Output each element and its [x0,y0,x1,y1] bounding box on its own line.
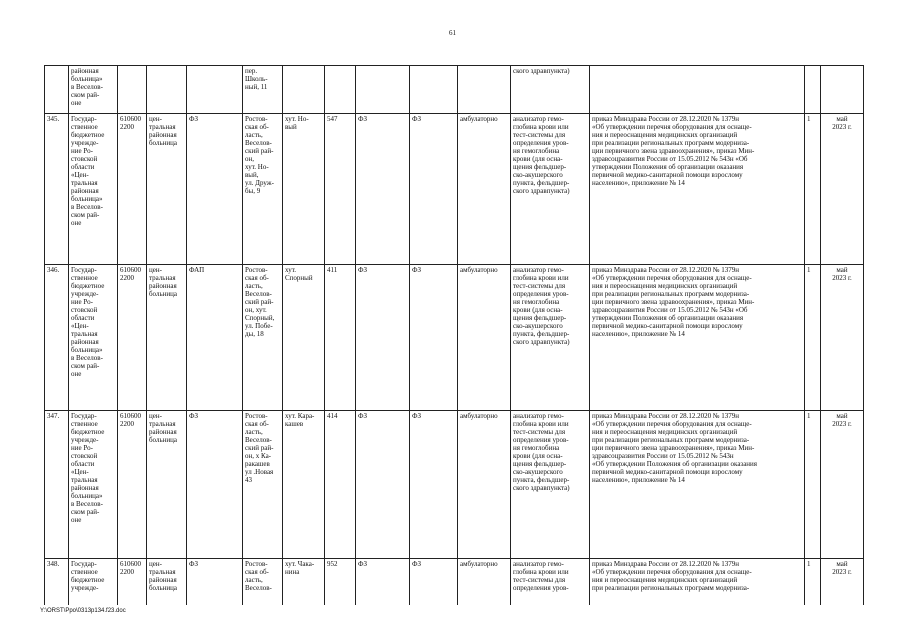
cell-code [118,66,147,114]
cell-fz1: ФЗ [356,265,410,411]
cell-settlement: хут. Кара- кашев [283,411,325,559]
cell-care: амбулаторно [458,411,511,559]
cell-equipment: анализатор гемо- глобина крови или тест-системы для определения уров- [511,559,590,606]
cell-type: ФАП [187,265,243,411]
cell-population: 414 [325,411,356,559]
cell-basis [590,66,805,114]
table-row [45,265,864,411]
cell-equipment: анализатор гемо- глобина крови или тест-системы для определения уров- ня гемоглобина крови (для осна- щения фельдшер- ско-акушерского пункта, фельдшер- ского здравпункта) [511,411,590,559]
cell-date: май 2023 г. [821,411,864,559]
cell-kind [147,66,187,114]
cell-date: май 2023 г. [821,265,864,411]
cell-fz1 [356,66,410,114]
cell-qty: 1 [805,265,821,411]
table-body [45,66,864,606]
cell-kind: цен- тральная районная больница [147,411,187,559]
cell-num: 345. [45,114,69,265]
cell-num [45,66,69,114]
cell-address: пер. Школь- ный, 11 [243,66,283,114]
cell-address: Ростов- ская об- ласть, Веселов- [243,559,283,606]
cell-date: май 2023 г. [821,114,864,265]
cell-org: районная больница» в Веселов- ском рай- оне [69,66,118,114]
cell-org: Государ- ственное бюджетное учрежде- ние Ро- стовской области «Цен- тральная районная больница» в Веселов- ском рай- оне [69,265,118,411]
cell-org: Государ- ственное бюджетное учрежде- ние Ро- стовской области «Цен- тральная районная больница» в Веселов- ском рай- оне [69,114,118,265]
cell-equipment: анализатор гемо- глобина крови или тест-системы для определения уров- ня гемоглобина крови (для осна- щения фельдшер- ско-акушерского пункта, фельдшер- ского здравпункта) [511,114,590,265]
table-row [45,559,864,606]
cell-fz1: ФЗ [356,559,410,606]
cell-address: Ростов- ская об- ласть, Веселов- ский рай- он, х Ка- ракашев ул .Новая 43 [243,411,283,559]
cell-code: 610600 2200 [118,114,147,265]
cell-num: 348. [45,559,69,606]
cell-care: амбулаторно [458,114,511,265]
cell-care [458,66,511,114]
cell-population: 952 [325,559,356,606]
cell-fz2: ФЗ [410,114,458,265]
cell-date [821,66,864,114]
cell-code: 610600 2200 [118,559,147,606]
cell-qty: 1 [805,559,821,606]
cell-fz2: ФЗ [410,411,458,559]
cell-fz2: ФЗ [410,559,458,606]
table-row [45,66,864,114]
cell-qty [805,66,821,114]
file-path-footer: Y:\ORST\Ppo\0313p134.f23.doc [40,608,126,614]
cell-num: 346. [45,265,69,411]
cell-equipment: ского здравпункта) [511,66,590,114]
cell-kind: цен- тральная районная больница [147,265,187,411]
cell-basis: приказ Минздрава России от 28.12.2020 № 1379н «Об утверждении перечня оборудования для оснаще- ния и переоснащения медицинских организаций при реализации региональных программ модерниза- ции первичного звена здравоохранения», приказ Мин- здравсоцразвития России от 15.05.2012 № 543н «Об утверждении Положения об организации оказания первичной медико-санитарной помощи взрослому населению», приложение № 14 [590,265,805,411]
cell-num: 347. [45,411,69,559]
cell-population [325,66,356,114]
cell-type [187,66,243,114]
cell-basis: приказ Минздрава России от 28.12.2020 № 1379н «Об утверждении перечня оборудования для оснаще- ния и переоснащения медицинских организаций при реализации региональных программ модерниза- ции первичного звена здравоохранения», приказ Мин- здравсоцразвития России от 15.05.2012 № 543н «Об утверждении Положения об организации оказания первичной медико-санитарной помощи взрослому населению», приложение № 14 [590,114,805,265]
cell-fz1: ФЗ [356,114,410,265]
cell-basis: приказ Минздрава России от 28.12.2020 № 1379н «Об утверждении перечня оборудования для оснаще- ния и переоснащения медицинских организаций при реализации региональных программ модерниза- [590,559,805,606]
cell-type: ФЗ [187,411,243,559]
cell-fz2 [410,66,458,114]
cell-basis: приказ Минздрава России от 28.12.2020 № 1379н «Об утверждении перечня оборудования для оснаще- ния и переоснащения медицинских организаций при реализации региональных программ модерниза- ции первичного звена здравоохранения», приказ Мин- здравсоцразвития России от 15.05.2012 № 543н «Об утверждении Положения об организации оказания первичной медико-санитарной помощи взрослому населению», приложение № 14 [590,411,805,559]
page-number: 61 [449,29,456,37]
cell-type: ФЗ [187,114,243,265]
equipment-table [44,65,864,605]
cell-population: 547 [325,114,356,265]
cell-org: Государ- ственное бюджетное учрежде- [69,559,118,606]
cell-kind: цен- тральная районная больница [147,114,187,265]
cell-care: амбулаторно [458,265,511,411]
cell-care: амбулаторно [458,559,511,606]
cell-settlement: хут. Чака- нина [283,559,325,606]
cell-fz1: ФЗ [356,411,410,559]
cell-date: май 2023 г. [821,559,864,606]
table-row [45,411,864,559]
cell-kind: цен- тральная районная больница [147,559,187,606]
cell-qty: 1 [805,114,821,265]
cell-settlement: хут. Спорный [283,265,325,411]
cell-settlement: хут. Но- вый [283,114,325,265]
cell-address: Ростов- ская об- ласть, Веселов- ский рай- он, хут. Но- вый, ул. Друж- бы, 9 [243,114,283,265]
cell-equipment: анализатор гемо- глобина крови или тест-системы для определения уров- ня гемоглобина крови (для осна- щения фельдшер- ско-акушерского пункта, фельдшер- ского здравпункта) [511,265,590,411]
table-row [45,114,864,265]
cell-address: Ростов- ская об- ласть, Веселов- ский рай- он, хут. Спорный, ул. Побе- ды, 18 [243,265,283,411]
cell-type: ФЗ [187,559,243,606]
cell-org: Государ- ственное бюджетное учрежде- ние Ро- стовской области «Цен- тральная районная больница» в Веселов- ском рай- оне [69,411,118,559]
cell-settlement [283,66,325,114]
cell-fz2: ФЗ [410,265,458,411]
cell-population: 411 [325,265,356,411]
cell-qty: 1 [805,411,821,559]
cell-code: 610600 2200 [118,411,147,559]
cell-code: 610600 2200 [118,265,147,411]
